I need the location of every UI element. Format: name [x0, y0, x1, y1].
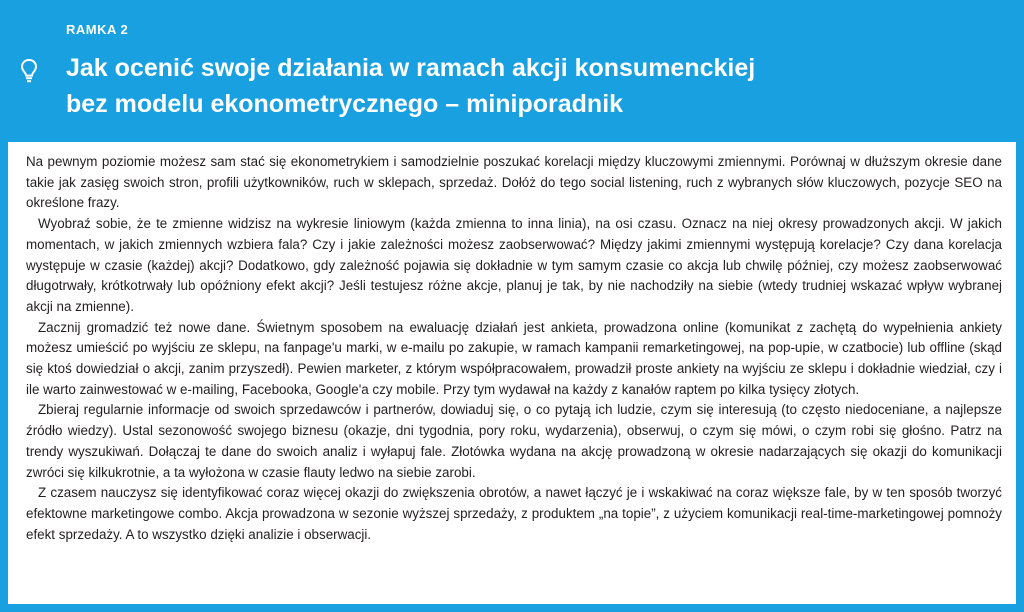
box-title — [66, 50, 966, 122]
paragraph-5: Z czasem nauczysz się identyfikować coraz więcej okazji do zwiększenia obrotów, a nawet łączyć je i wskakiwać na coraz większe fale, by w ten sposób tworzyć efektowne marketingowe combo. Akcja prowadzona w sezonie wyższej sprzedaży, z produktem „na topie”, z użyciem komunikacji real-time-marketingowej pomnoży efekt sprzedaży. A to wszystko dzięki analizie i obserwacji. — [26, 485, 1002, 542]
paragraph-4: Zbieraj regularnie informacje od swoich sprzedawców i partnerów, dowiaduj się, o co pytają ich ludzie, czym się interesują (to często niedoceniane, a najlepsze źródło wiedzy). Ustal sezonowość swojego biznesu (okazje, dni tygodnia, pory roku, wydarzenia), obserwuj, o czym się mówi, o czym robi się głośno. Patrz na trendy wyszukiwań. Dołączaj te dane do swoich analiz i wyłapuj fale. Złotówka wydana na akcję prowadzoną w okresie nadarzających się okazji do komunikacji zwróci się kilkukrotnie, a ta wyłożona w czasie flauty ledwo na siebie zarobi. — [26, 402, 1002, 480]
paragraph-1: Na pewnym poziomie możesz sam stać się ekonometrykiem i samodzielnie poszukać korelacji między kluczowymi zmiennymi. Porównaj w dłuższym okresie dane takie jak zasięg swoich stron, profili użytkowników, ruch w sklepach, sprzedaż. Dołóż do tego social listening, ruch z wybranych słów kluczowych, pozycje SEO na określone frazy. — [26, 154, 1002, 211]
paragraph-3: Zacznij gromadzić też nowe dane. Świetnym sposobem na ewaluację działań jest ankieta, prowadzona online (komunikat z zachętą do wypełnienia ankiety możesz umieścić po wyjściu ze sklepu, na fanpage'u marki, w e-mailu po zakupie, w ramach kampanii remarketingowej, na pop-upie, w czatbocie) lub offline (skąd się ktoś dowiedział o akcji, zanim przyszedł). Pewien marketer, z którym współpracowałem, prowadził proste ankiety na wyjściu ze sklepu i dokładnie wiedział, czy i ile warto zainwestować w e-mailing, Facebooka, Google'a czy mobile. Przy tym wydawał na każdy z kanałów raptem po kilka tysięcy złotych. — [26, 319, 1002, 397]
article-body — [26, 152, 1002, 545]
box-title-line-1: Jak ocenić swoje działania w ramach akcji konsumenckiej — [66, 54, 756, 82]
content-panel — [8, 142, 1016, 604]
box-title-line-2: bez modelu ekonometrycznego – miniporadnik — [66, 90, 624, 118]
box-label: RAMKA 2 — [66, 22, 129, 37]
lightbulb-icon — [20, 58, 38, 84]
paragraph-2: Wyobraź sobie, że te zmienne widzisz na wykresie liniowym (każda zmienna to inna linia), na osi czasu. Oznacz na niej okresy prowadzonych akcji. W jakich momentach, w jakich zmiennych wzbiera fala? Czy i jakie zależności możesz zaobserwować? Między jakimi zmiennymi występują korelacje? Czy dana korelacja występuje w czasie (każdej) akcji? Dodatkowo, gdy zależność pojawia się dokładnie w tym samym czasie co akcja lub chwilę później, czy możesz zaobserwować długotrwały, krótkotrwały lub opóźniony efekt akcji? Jeśli testujesz różne akcje, planuj je tak, by nie nachodziły na siebie (wtedy trudniej wskazać wpływ wybranej akcji na zmienne). — [26, 216, 1002, 314]
box-header — [0, 0, 1024, 142]
